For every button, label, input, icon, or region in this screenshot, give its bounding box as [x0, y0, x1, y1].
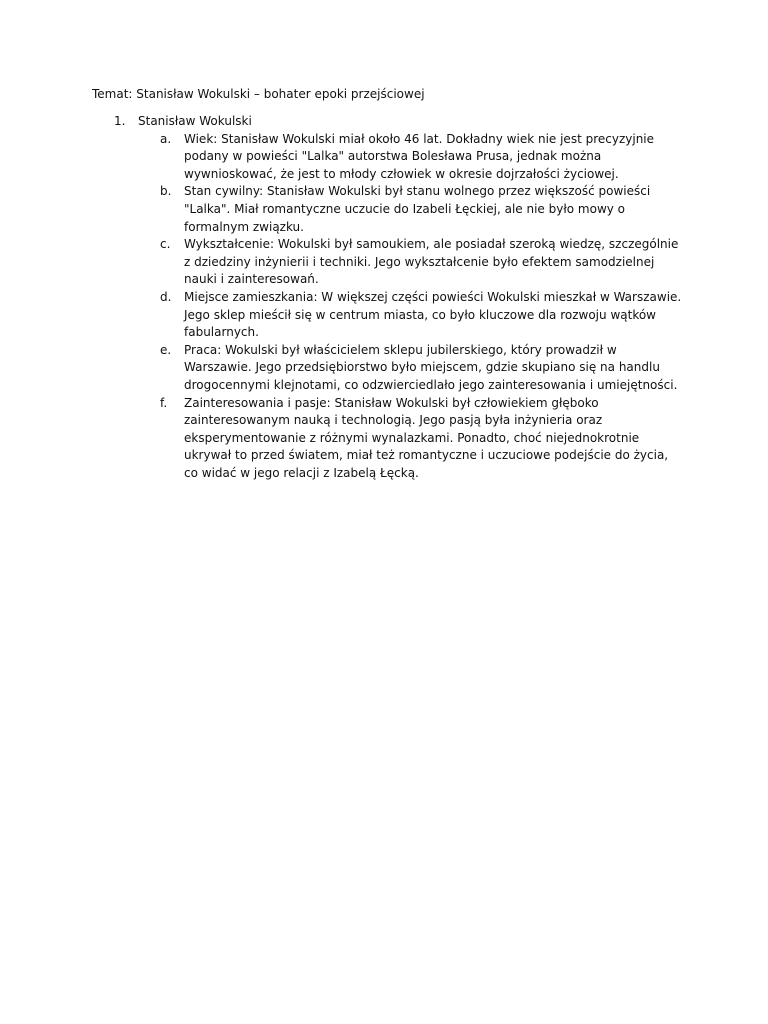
- sub-list: [92, 131, 692, 483]
- list-item-1: [92, 113, 692, 131]
- sub-item-text: Miejsce zamieszkania: W większej części powieści Wokulski mieszkał w Warszawie. Jego sklep mieścił się w centrum miasta, co było kluczowe dla rozwoju wątków fabularnych.: [184, 289, 682, 340]
- list-number: 1.: [114, 114, 126, 128]
- sub-item-b: [92, 183, 682, 236]
- sub-item-letter: c.: [160, 237, 171, 252]
- sub-item-text: Wiek: Stanisław Wokulski miał około 46 lat. Dokładny wiek nie jest precyzyjnie podany w powieści "Lalka" autorstwa Bolesława Prusa, jednak można wywnioskować, że jest to młody człowiek w okresie dojrzałości życiowej.: [184, 131, 655, 181]
- sub-item-text: Stan cywilny: Stanisław Wokulski był stanu wolnego przez większość powieści "Lalka". Miał romantyczne uczucie do Izabeli Łęckiej, ale nie było mowy o formalnym związku.: [184, 184, 651, 234]
- sub-item-c: [92, 236, 682, 289]
- sub-item-letter: d.: [160, 289, 172, 304]
- sub-item-letter: e.: [160, 342, 172, 357]
- sub-item-text: Wykształcenie: Wokulski był samoukiem, ale posiadał szeroką wiedzę, szczególnie z dziedziny inżynierii i techniki. Jego wykształcenie było efektem samodzielnej nauki i zainteresowań.: [184, 237, 679, 287]
- numbered-list: [92, 113, 692, 482]
- list-heading: Stanisław Wokulski: [138, 114, 252, 128]
- document-title: Temat: Stanisław Wokulski – bohater epoki przejściowej: [92, 87, 425, 101]
- sub-item-text: Praca: Wokulski był właścicielem sklepu jubilerskiego, który prowadził w Warszawie. Jego przedsiębiorstwo było miejscem, gdzie skupiano się na handlu drogocennymi klejnotami, co odzwierciedlało jego zainteresowania i umiejętności.: [184, 342, 678, 392]
- sub-item-text: Zainteresowania i pasje: Stanisław Wokulski był człowiekiem głęboko zainteresowanym nauką i technologią. Jego pasją była inżynieria oraz eksperymentowanie z różnymi wynalazkami. Ponadto, choć niejednokrotnie ukrywał to przed światem, miał też romantyczne i uczuciowe podejście do życia, co widać w jego relacji z Izabelą Łęcką.: [184, 395, 669, 480]
- sub-item-d: [92, 289, 682, 342]
- sub-item-f: [92, 395, 682, 483]
- sub-item-letter: f.: [160, 395, 168, 410]
- sub-item-letter: a.: [160, 131, 172, 146]
- sub-item-a: [92, 131, 682, 184]
- sub-item-e: [92, 342, 682, 395]
- sub-item-letter: b.: [160, 184, 172, 199]
